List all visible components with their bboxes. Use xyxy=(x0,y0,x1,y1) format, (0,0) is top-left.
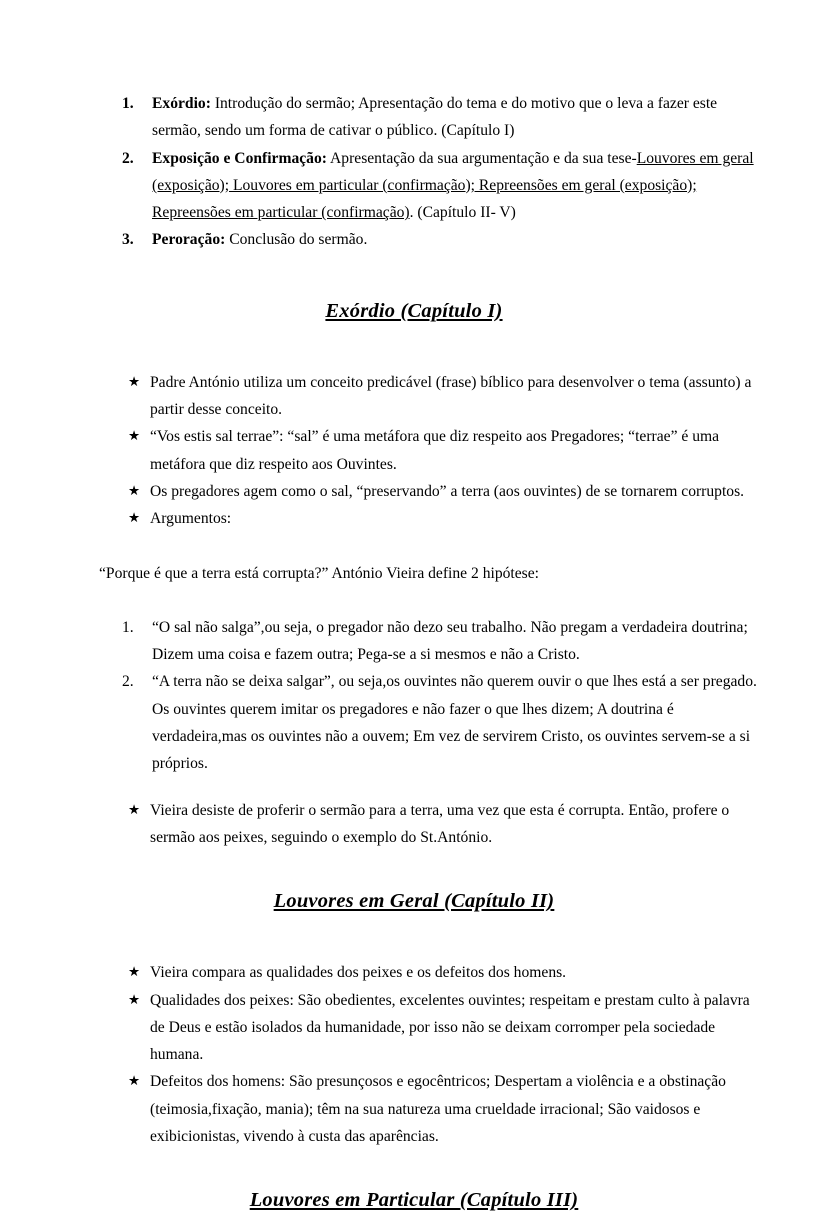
list-item xyxy=(99,478,759,505)
list-item xyxy=(99,505,759,532)
list-item xyxy=(99,614,759,669)
spacer xyxy=(99,915,759,959)
list-item xyxy=(99,797,759,852)
star-bullet-icon: ★ xyxy=(128,801,141,818)
exordio-closing-bullet-list xyxy=(99,797,759,852)
star-bullet-icon: ★ xyxy=(128,510,141,527)
list-item-lead: Exposição e Confirmação: xyxy=(152,149,327,167)
list-item-lead: Exórdio: xyxy=(152,95,211,112)
spacer xyxy=(99,587,759,614)
spacer xyxy=(99,533,759,560)
star-bullet-icon: ★ xyxy=(128,964,141,981)
section-heading-louvores-geral: Louvores em Geral (Capítulo II) xyxy=(273,890,555,913)
list-item xyxy=(99,226,759,253)
section-heading-louvores-particular: Louvores em Particular (Capítulo III) xyxy=(249,1189,579,1212)
list-item-text: Vieira compara as qualidades dos peixes e os defeitos dos homens. xyxy=(150,964,567,982)
list-item xyxy=(99,959,759,986)
list-item-text: Argumentos: xyxy=(150,510,232,528)
list-item-text: Apresentação da sua argumentação e da sua tese- xyxy=(326,149,637,167)
list-item xyxy=(99,423,759,478)
list-item-text: “O sal não salga”,ou seja, o pregador não dezo seu trabalho. Não pregam a verdadeira doutrina; Dizem uma coisa e fazem outra; Pega-se a si mesmos e não a Cristo. xyxy=(152,618,748,664)
list-item-text: Os pregadores agem como o sal, “preservando” a terra (aos ouvintes) de se tornarem corruptos. xyxy=(150,482,745,500)
list-item-text: Conclusão do sermão. xyxy=(225,231,368,249)
spacer xyxy=(99,254,759,298)
star-bullet-icon: ★ xyxy=(128,991,141,1008)
star-bullet-icon: ★ xyxy=(128,482,141,499)
list-item-text: “A terra não se deixa salgar”, ou seja,os ouvintes não querem ouvir o que lhes está a ser pregado. Os ouvintes querem imitar os pregadores e não fazer o que lhes dizem; A doutrina é verdadeira,mas os ouvintes não a ouvem; Em vez de servirem Cristo, os ouvintes servem-se a si próprios. xyxy=(152,673,757,773)
list-item-text-tail: . (Capítulo II- V) xyxy=(409,204,516,222)
list-item-text: “Vos estis sal terrae”: “sal” é uma metáfora que diz respeito aos Pregadores; “terrae” é uma metáfora que diz respeito aos Ouvintes. xyxy=(150,428,720,473)
list-marker: 3. xyxy=(122,231,134,249)
hypotheses-question-paragraph: “Porque é que a terra está corrupta?” António Vieira define 2 hipótese: xyxy=(99,564,539,582)
list-item-text: Introdução do sermão; Apresentação do tema e do motivo que o leva a fazer este sermão, sendo um forma de cativar o público. (Capítulo I) xyxy=(152,95,718,140)
list-item-text: Defeitos dos homens: São presunçosos e egocêntricos; Despertam a violência e a obstinação (teimosia,fixação, mania); têm na sua natureza uma crueldade irracional; São vaidosos e exibicionistas, vivendo à custa das aparências. xyxy=(150,1073,726,1146)
list-marker: 2. xyxy=(122,149,134,167)
spacer xyxy=(99,778,759,797)
star-bullet-icon: ★ xyxy=(128,428,141,445)
star-bullet-icon: ★ xyxy=(128,373,141,390)
list-item-text: Vieira desiste de proferir o sermão para a terra, uma vez que esta é corrupta. Então, profere o sermão aos peixes, seguindo o exemplo do St.António. xyxy=(150,801,730,846)
spacer xyxy=(99,851,759,888)
list-item xyxy=(99,369,759,424)
section-heading-exordio: Exórdio (Capítulo I) xyxy=(325,299,503,322)
spacer xyxy=(99,325,759,369)
list-item xyxy=(99,90,759,145)
list-item xyxy=(99,987,759,1069)
list-item-text: Padre António utiliza um conceito predicável (frase) bíblico para desenvolver o tema (assunto) a partir desse conceito. xyxy=(150,373,752,419)
list-item xyxy=(99,145,759,227)
list-item-lead: Peroração: xyxy=(152,231,226,249)
list-item xyxy=(99,1068,759,1150)
list-item-text-underlined: Louvores em geral (exposição); Louvores em particular (confirmação); Repreensões em geral (exposição); Repreensões em particular (confirmação) xyxy=(152,149,754,222)
louvores-geral-bullet-list xyxy=(99,959,759,1150)
list-item xyxy=(99,668,759,777)
star-bullet-icon: ★ xyxy=(128,1073,141,1090)
sermon-structure-list xyxy=(99,90,759,254)
exordio-bullet-list xyxy=(99,369,759,533)
list-marker: 1. xyxy=(122,95,134,112)
document-content xyxy=(99,90,759,1214)
list-marker: 1. xyxy=(122,618,134,636)
hypotheses-list xyxy=(99,614,759,778)
list-item-text: Qualidades dos peixes: São obedientes, excelentes ouvintes; respeitam e prestam culto à palavra de Deus e estão isolados da humanidade, por isso não se deixam corromper pela sociedade humana. xyxy=(150,991,750,1064)
list-marker: 2. xyxy=(122,673,134,691)
